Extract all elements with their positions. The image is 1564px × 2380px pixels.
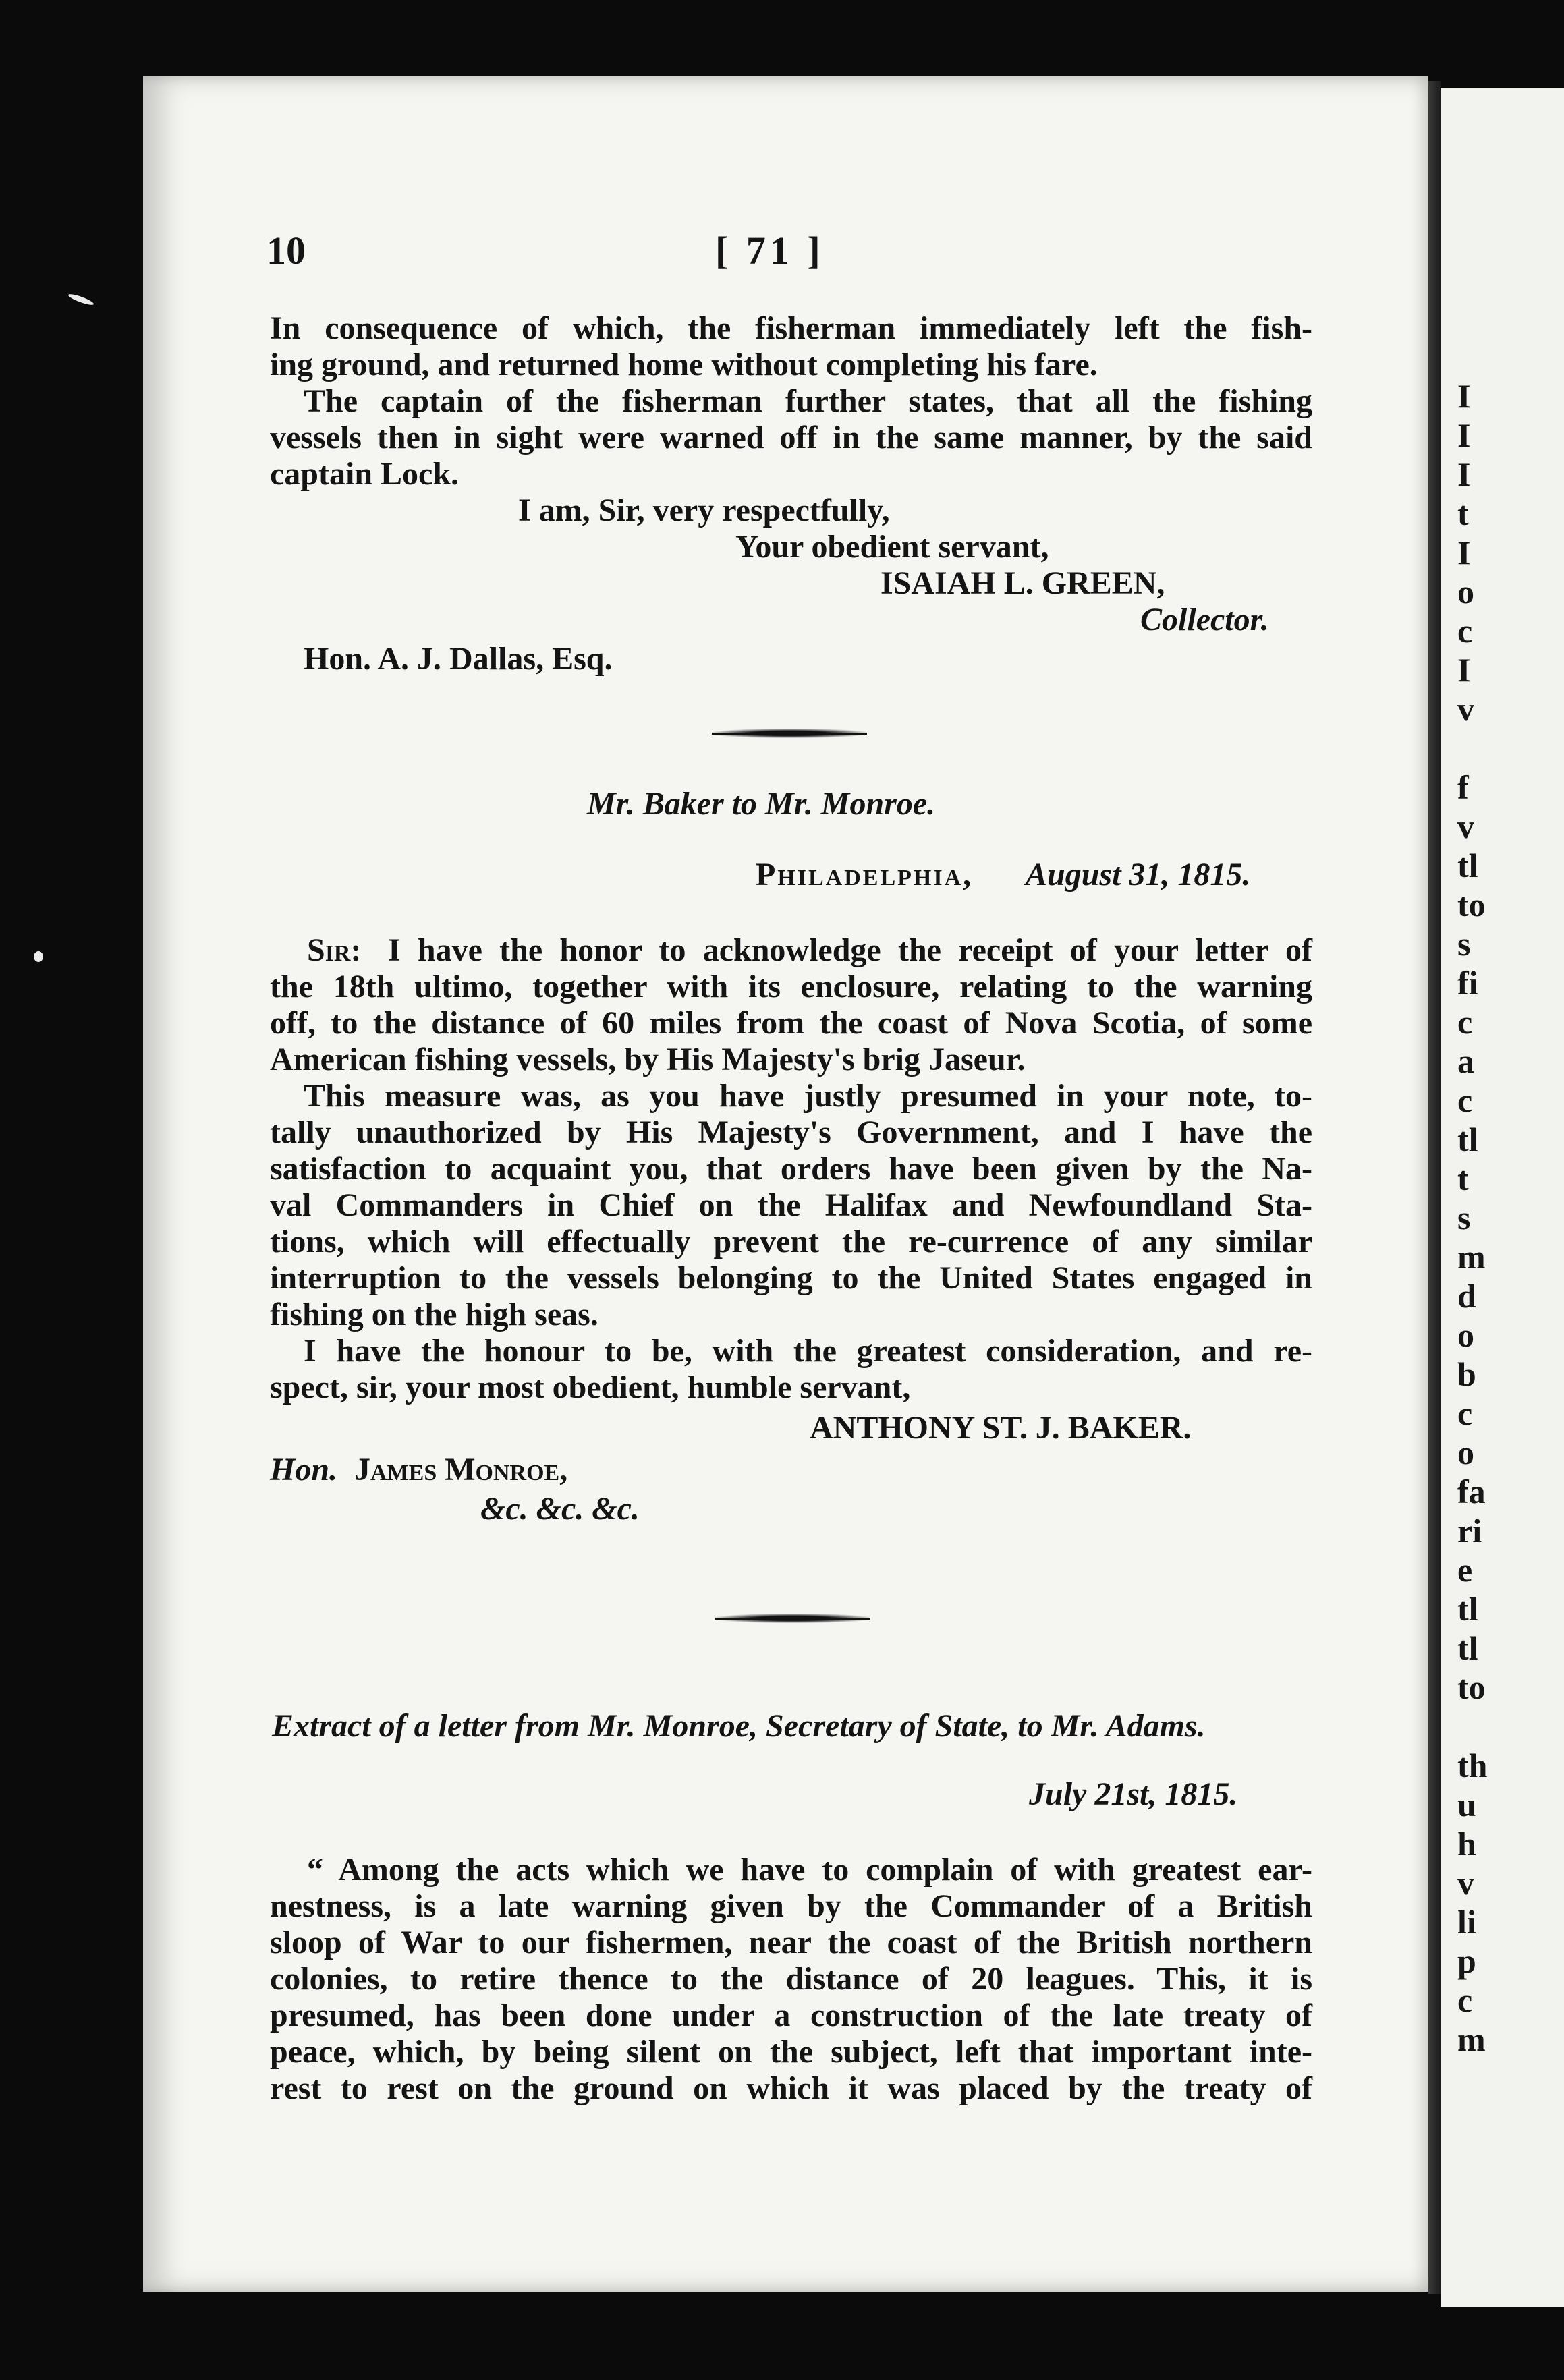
letter1-line-1: In consequence of which, the fisherman immediately left the fish- bbox=[270, 310, 1312, 346]
facing-page-line: tl bbox=[1457, 847, 1478, 884]
facing-page-line: c bbox=[1457, 612, 1473, 650]
facing-page-line: a bbox=[1457, 1042, 1474, 1080]
facing-page-line: I bbox=[1457, 455, 1471, 493]
letter1-line-3: The captain of the fisherman further states, that all the fishing bbox=[304, 383, 1312, 419]
facing-page-line: ri bbox=[1457, 1512, 1482, 1550]
facing-page-line: tl bbox=[1457, 1629, 1478, 1667]
letter2-addressee-etc: &c. &c. &c. bbox=[480, 1491, 640, 1527]
letter2-addressee-hon: Hon. bbox=[270, 1452, 338, 1488]
page-number: [ 71 ] bbox=[715, 229, 825, 273]
facing-page-line: t bbox=[1457, 1160, 1469, 1197]
letter2-line-11: fishing on the high seas. bbox=[270, 1297, 598, 1332]
facing-page-line: c bbox=[1457, 1081, 1473, 1119]
facing-page-line: o bbox=[1457, 1434, 1474, 1471]
letter2-line-8: val Commanders in Chief on the Halifax and Newfoundland Sta- bbox=[270, 1187, 1312, 1223]
letter2-line-3: off, to the distance of 60 miles from the coast of Nova Scotia, of some bbox=[270, 1005, 1312, 1041]
facing-page-line: th bbox=[1457, 1747, 1488, 1784]
letter2-line-2: the 18th ultimo, together with its enclosure, relating to the warning bbox=[270, 969, 1312, 1004]
letter2-line-9: tions, which will effectually prevent the re-currence of any similar bbox=[270, 1224, 1312, 1259]
section-divider bbox=[712, 729, 867, 738]
facing-page-line: v bbox=[1457, 1864, 1474, 1902]
facing-page-line: d bbox=[1457, 1277, 1476, 1315]
scan-speck bbox=[67, 292, 94, 306]
letter3-line-3: sloop of War to our fishermen, near the coast of the British northern bbox=[270, 1925, 1312, 1960]
letter3-line-5: presumed, has been done under a construction of the late treaty of bbox=[270, 1998, 1312, 2033]
letter1-line-4: vessels then in sight were warned off in the same manner, by the said bbox=[270, 420, 1312, 455]
letter3-line-4: colonies, to retire thence to the distance of 20 leagues. This, it is bbox=[270, 1961, 1312, 1997]
facing-page-line: to bbox=[1457, 1668, 1486, 1706]
letter2-line-13: spect, sir, your most obedient, humble servant, bbox=[270, 1369, 911, 1405]
facing-page-line: c bbox=[1457, 1394, 1473, 1432]
facing-page-line: to bbox=[1457, 886, 1486, 924]
facing-page-line: I bbox=[1457, 416, 1471, 454]
facing-page-line: o bbox=[1457, 573, 1474, 611]
facing-page-line: c bbox=[1457, 1981, 1473, 2019]
letter3-line-7: rest to rest on the ground on which it was placed by the treaty of bbox=[270, 2070, 1312, 2106]
facing-page-line: f bbox=[1457, 768, 1469, 806]
letter2-addressee-name: James Monroe, bbox=[354, 1452, 568, 1488]
letter2-line-4: American fishing vessels, by His Majesty's brig Jaseur. bbox=[270, 1042, 1026, 1077]
facing-page-line: v bbox=[1457, 808, 1474, 845]
scan-speck bbox=[34, 951, 43, 962]
facing-page-line: s bbox=[1457, 1199, 1471, 1237]
letter1-closing: I am, Sir, very respectfully, bbox=[518, 492, 890, 528]
facing-page-line: m bbox=[1457, 1238, 1486, 1276]
page-gutter bbox=[1428, 81, 1441, 2294]
letter1-line-5: captain Lock. bbox=[270, 456, 459, 492]
letter1-addressee: Hon. A. J. Dallas, Esq. bbox=[304, 641, 613, 677]
facing-page-line: m bbox=[1457, 2020, 1486, 2058]
letter1-signatory-title: Collector. bbox=[1140, 602, 1269, 638]
letter1-signature: ISAIAH L. GREEN, bbox=[881, 565, 1165, 601]
facing-page-line: c bbox=[1457, 1003, 1473, 1041]
letter1-line-2: ing ground, and returned home without completing his fare. bbox=[270, 347, 1098, 382]
letter2-signature: ANTHONY ST. J. BAKER. bbox=[810, 1410, 1192, 1446]
letter1-closing-2: Your obedient servant, bbox=[735, 529, 1049, 565]
section-divider-2 bbox=[715, 1614, 870, 1623]
letter2-line-6: tally unauthorized by His Majesty's Government, and I have the bbox=[270, 1114, 1312, 1150]
letter2-line-10: interruption to the vessels belonging to the United States engaged in bbox=[270, 1260, 1312, 1296]
letter2-line-5: This measure was, as you have justly presumed in your note, to- bbox=[304, 1078, 1312, 1114]
facing-page-line: I bbox=[1457, 534, 1471, 571]
facing-page-line: I bbox=[1457, 377, 1471, 415]
facing-page-line: u bbox=[1457, 1786, 1476, 1823]
letter3-heading: Extract of a letter from Mr. Monroe, Secretary of State, to Mr. Adams. bbox=[272, 1708, 1206, 1744]
letter2-dateline-date: August 31, 1815. bbox=[1026, 857, 1251, 893]
facing-page-line: tl bbox=[1457, 1121, 1478, 1158]
letter3-line-6: peace, which, by being silent on the subject, left that important inte- bbox=[270, 2034, 1312, 2070]
facing-page-line: s bbox=[1457, 925, 1471, 963]
letter3-line-2: nestness, is a late warning given by the Commander of a British bbox=[270, 1888, 1312, 1924]
page-mark: 10 bbox=[267, 229, 306, 273]
letter3-line-1: “ Among the acts which we have to complain of with greatest ear- bbox=[307, 1852, 1312, 1888]
facing-page-line: li bbox=[1457, 1903, 1476, 1941]
facing-page-line: v bbox=[1457, 690, 1474, 728]
facing-page-line: t bbox=[1457, 494, 1469, 532]
letter2-line-1: I have the honor to acknowledge the receipt of your letter of bbox=[388, 932, 1312, 968]
facing-page-line: fa bbox=[1457, 1473, 1486, 1510]
facing-page-fragment bbox=[1441, 88, 1564, 2307]
facing-page-line: o bbox=[1457, 1316, 1474, 1354]
facing-page-line: e bbox=[1457, 1551, 1473, 1589]
letter2-salutation: Sir: bbox=[307, 932, 362, 968]
letter2-dateline-place: Philadelphia, bbox=[756, 857, 974, 893]
facing-page-line: b bbox=[1457, 1355, 1476, 1393]
facing-page-line: p bbox=[1457, 1942, 1476, 1980]
letter3-date: July 21st, 1815. bbox=[1029, 1776, 1238, 1812]
letter2-line-7: satisfaction to acquaint you, that orders have been given by the Na- bbox=[270, 1151, 1312, 1187]
facing-page-line: fi bbox=[1457, 964, 1478, 1002]
facing-page-line: tl bbox=[1457, 1590, 1478, 1628]
facing-page-line: h bbox=[1457, 1825, 1476, 1863]
facing-page-line: I bbox=[1457, 651, 1471, 689]
letter2-line-12: I have the honour to be, with the greatest consideration, and re- bbox=[304, 1333, 1312, 1369]
letter2-heading: Mr. Baker to Mr. Monroe. bbox=[587, 786, 936, 822]
